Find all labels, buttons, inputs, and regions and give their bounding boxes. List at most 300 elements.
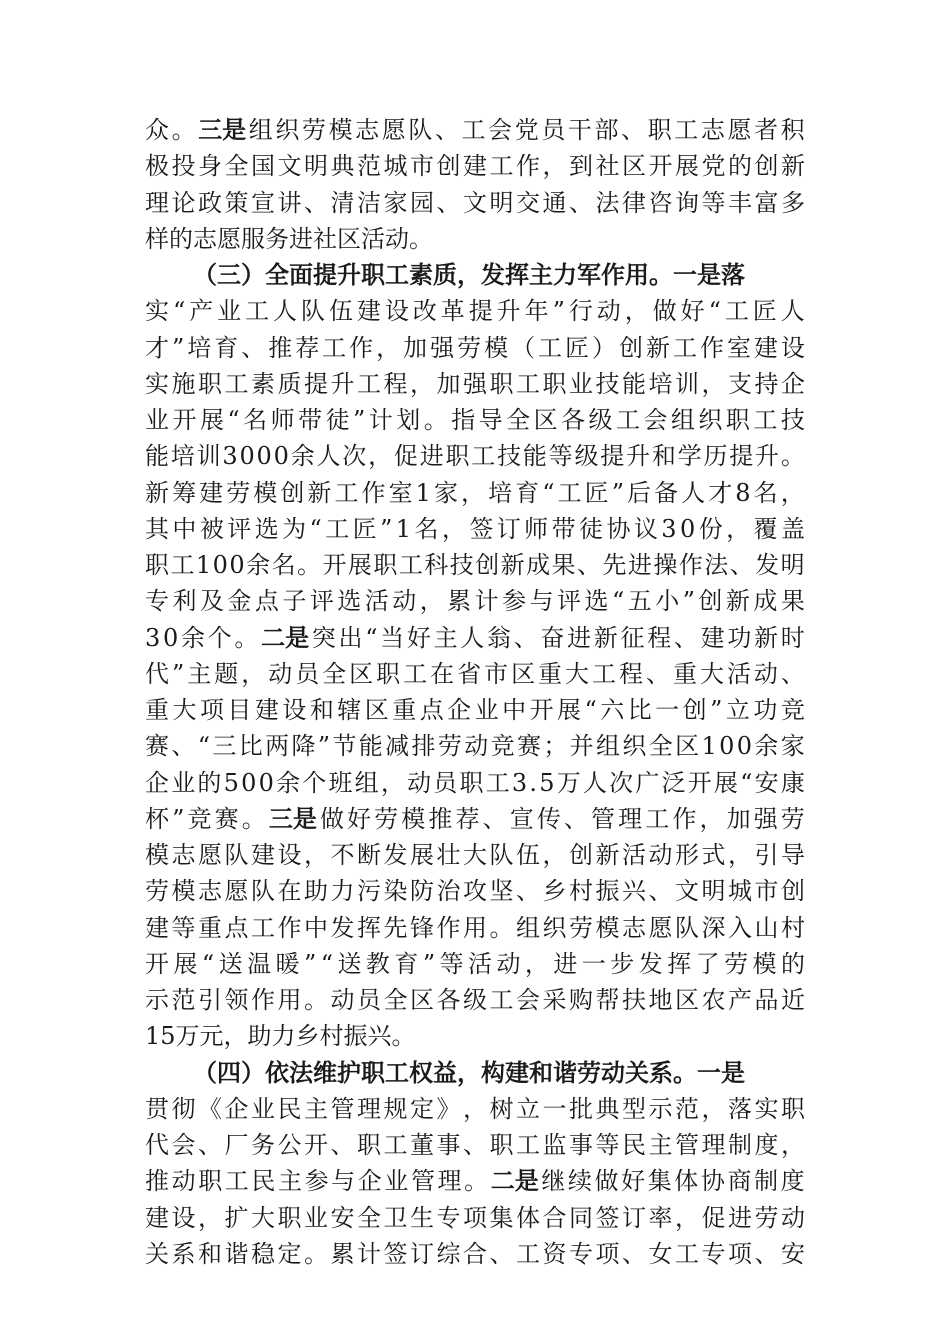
line-text: 设 — [171, 1203, 196, 1232]
line-text: 彻 — [171, 1094, 196, 1123]
line-text: 体 — [674, 1167, 699, 1196]
line-text: 、 — [648, 877, 673, 906]
line-text: 、 — [729, 551, 754, 579]
line-text: 业 — [251, 1094, 275, 1123]
line-text: 、 — [621, 116, 646, 144]
line-text: 与 — [331, 1167, 356, 1196]
line-text: 生 — [410, 1203, 434, 1232]
line-text: 、 — [569, 188, 593, 217]
line-text: 力 — [330, 877, 355, 906]
line-text: 作 — [361, 478, 386, 507]
line-text: ” — [304, 949, 317, 978]
text-line-9 — [145, 402, 805, 438]
line-text: 织 — [542, 913, 567, 942]
line-text: 展 — [713, 768, 738, 797]
line-text: 被 — [199, 514, 224, 543]
line-text: 推 — [145, 1167, 169, 1196]
line-text: 工 — [485, 768, 510, 797]
line-text: 选 — [337, 587, 362, 616]
line-text: 动 — [171, 1167, 196, 1196]
line-text: 新 — [593, 623, 618, 652]
line-text: 、 — [241, 333, 266, 362]
line-text: 好 — [406, 623, 431, 652]
line-text: 山 — [754, 913, 779, 942]
line-text: 余 — [246, 551, 271, 579]
line-text: 选 — [254, 514, 279, 543]
line-text: 干 — [567, 116, 592, 144]
line-text: 新 — [595, 841, 620, 869]
line-text: 匠 — [752, 297, 777, 326]
line-text: 、 — [754, 1239, 779, 1268]
line-text: 家 — [780, 732, 805, 761]
line-text: 宣 — [251, 188, 275, 217]
line-text: 工 — [489, 152, 514, 181]
line-text: 创 — [619, 333, 643, 362]
line-text: 范 — [171, 986, 196, 1014]
line-text: 度 — [780, 1167, 805, 1196]
text-line-10 — [145, 438, 805, 474]
line-text: 、 — [463, 1131, 487, 1159]
line-text: 典 — [330, 152, 355, 181]
line-text: 施 — [171, 369, 196, 398]
line-text: 筹 — [172, 478, 197, 507]
line-text: 富 — [754, 188, 779, 217]
line-text: 职 — [198, 369, 222, 398]
line-text: 。 — [464, 1167, 489, 1196]
line-text: 论 — [171, 188, 196, 217]
line-text: 建 — [463, 152, 487, 181]
line-text: 企 — [357, 1167, 382, 1196]
line-text: 。 — [234, 623, 259, 652]
line-text: 工 — [245, 297, 270, 326]
line-text: 志 — [198, 877, 222, 906]
line-text: 加 — [726, 804, 751, 833]
line-text: 形 — [675, 841, 699, 869]
line-text: 0 — [239, 442, 255, 471]
line-text: 提 — [729, 442, 754, 471]
line-text: 新 — [754, 623, 779, 652]
text-line-18 — [145, 728, 805, 764]
text-line-25 — [145, 982, 805, 1018]
line-text: 愿 — [727, 116, 752, 144]
line-text: ” — [171, 659, 185, 688]
line-text: 5 — [223, 768, 239, 797]
line-text: 集 — [647, 1167, 672, 1196]
line-text: 织 — [275, 116, 300, 144]
line-text: ， — [699, 804, 724, 833]
line-text: “ — [740, 768, 753, 797]
line-text: 工 — [516, 1239, 540, 1268]
line-text: 签 — [595, 1203, 620, 1232]
line-text: 建 — [753, 333, 778, 362]
line-text: 队 — [675, 913, 699, 942]
line-text: ， — [368, 442, 393, 471]
line-text: 资 — [542, 1239, 567, 1268]
line-text: 大 — [172, 696, 197, 724]
line-text: 职 — [542, 369, 567, 398]
line-text: 才 — [708, 478, 733, 507]
line-text: 交 — [516, 188, 540, 217]
line-text: 程 — [647, 623, 672, 652]
line-text: 减 — [385, 732, 410, 761]
line-text: 次 — [342, 442, 367, 471]
line-text: 议 — [633, 514, 658, 543]
line-text: 贯 — [145, 1094, 169, 1123]
line-text: 村 — [781, 913, 805, 942]
line-text: 队 — [224, 841, 249, 869]
line-text: 、 — [436, 188, 461, 217]
line-text: 赛 — [214, 804, 239, 833]
line-text: 洁 — [357, 188, 381, 217]
line-text: 功 — [727, 623, 752, 652]
line-text: 0 — [719, 732, 735, 761]
line-text: 重 — [145, 696, 169, 724]
line-text: 愿 — [198, 841, 222, 869]
line-text: 进 — [567, 623, 592, 652]
line-text: 累 — [447, 587, 472, 616]
line-text: 新 — [725, 587, 750, 616]
line-text: 提 — [600, 442, 625, 471]
line-text: 二是 — [490, 1167, 539, 1196]
line-text: 动 — [330, 986, 355, 1014]
line-text: 级 — [574, 442, 599, 471]
line-text: 队 — [489, 841, 514, 869]
line-text: 会 — [171, 1131, 196, 1159]
line-text: 专 — [701, 1239, 726, 1268]
line-text: 工 — [538, 333, 563, 362]
line-text: 员 — [295, 659, 320, 688]
line-text: 3 — [661, 514, 677, 543]
line-text: 》 — [436, 1094, 461, 1123]
line-text: 组 — [670, 406, 695, 434]
line-text: 用 — [463, 913, 487, 942]
line-text: 织 — [622, 732, 647, 761]
line-text: 全 — [506, 406, 531, 434]
line-text: 小 — [655, 587, 680, 616]
line-text: 事 — [436, 1131, 461, 1159]
line-text: 区 — [364, 696, 389, 724]
line-text: 。 — [297, 551, 322, 579]
line-text: 振 — [595, 877, 620, 906]
line-text: 、 — [330, 1131, 355, 1159]
line-text: 管 — [591, 804, 616, 833]
text-line-16 — [145, 656, 805, 692]
line-text: 组 — [354, 768, 379, 797]
line-text: 工 — [357, 369, 381, 398]
line-text: 继 — [541, 1167, 566, 1196]
line-text: 并 — [569, 732, 594, 761]
line-text: 合 — [542, 1203, 567, 1232]
line-text: 动 — [753, 659, 778, 688]
line-text: 省 — [457, 659, 482, 688]
line-text: ， — [726, 514, 751, 543]
line-text: 法 — [704, 551, 729, 579]
line-text: 扩 — [224, 1203, 249, 1232]
line-text: 。 — [780, 442, 805, 471]
line-text: 引 — [198, 986, 222, 1014]
line-text: 模 — [145, 841, 169, 869]
line-text: 工 — [471, 442, 496, 471]
line-text: 升 — [330, 369, 355, 398]
line-text: 攻 — [463, 877, 487, 906]
line-text: 极 — [145, 152, 169, 181]
line-text: 先 — [602, 551, 627, 579]
line-text: 志 — [355, 116, 380, 144]
line-text: 展 — [173, 949, 198, 978]
line-text: 后 — [627, 478, 652, 507]
line-text: 匠 — [584, 478, 609, 507]
line-text: 政 — [198, 188, 222, 217]
line-text: ， — [701, 1094, 726, 1123]
line-text: 立 — [516, 1094, 540, 1123]
line-text: 创 — [698, 587, 723, 616]
line-text: 用 — [277, 986, 302, 1014]
line-text: 步 — [610, 949, 635, 978]
line-text: 咨 — [648, 188, 673, 217]
line-text: 民 — [251, 1167, 276, 1196]
line-text: 能 — [622, 369, 646, 398]
line-text: 育 — [394, 949, 419, 978]
line-text: 员 — [433, 768, 458, 797]
line-text: 产 — [189, 297, 214, 326]
line-text: “ — [172, 297, 186, 326]
line-text: 劳 — [301, 116, 326, 144]
line-text: 开 — [648, 152, 673, 181]
line-text: 送 — [337, 949, 362, 978]
line-text: 发 — [330, 913, 355, 942]
line-text: 询 — [675, 188, 699, 217]
line-text: 培 — [187, 333, 212, 362]
line-text: 果 — [551, 551, 576, 579]
section-heading-3 — [145, 257, 805, 293]
text-line-23 — [145, 910, 805, 946]
line-text: 挥 — [667, 949, 692, 978]
line-text: 品 — [754, 986, 779, 1014]
line-text: 工 — [224, 369, 249, 398]
line-text: 明 — [701, 877, 726, 906]
line-text: 0 — [258, 768, 274, 797]
line-text: 温 — [247, 949, 272, 978]
line-text: 文 — [675, 877, 699, 906]
line-text: 企 — [447, 696, 472, 724]
line-text: 伍 — [516, 841, 540, 869]
line-text: 不 — [330, 841, 355, 869]
line-text: 作 — [678, 551, 703, 579]
line-text: 职 — [357, 1131, 381, 1159]
line-text: 促 — [393, 442, 418, 471]
line-text: 计 — [357, 1239, 381, 1268]
line-text: 模 — [484, 333, 509, 362]
line-text: 0 — [162, 623, 179, 652]
text-line-4 — [145, 221, 805, 257]
text-line-7 — [145, 330, 805, 366]
line-text: 做 — [652, 297, 677, 326]
line-text: 翁 — [486, 623, 511, 652]
line-text: 点 — [419, 696, 444, 724]
line-text: 安 — [781, 1239, 805, 1268]
line-text: 技 — [780, 406, 805, 434]
line-text: 清 — [330, 188, 355, 217]
line-text: 果 — [780, 587, 805, 616]
line-text: 民 — [622, 1131, 646, 1159]
line-text: 动 — [648, 841, 673, 869]
line-text: 提 — [304, 369, 328, 398]
line-text: 工 — [383, 1131, 408, 1159]
line-text: 子 — [282, 587, 307, 616]
line-text: 人 — [460, 623, 485, 652]
line-text: 大 — [463, 841, 487, 869]
line-text: 份 — [698, 514, 723, 543]
line-text: 企 — [145, 768, 169, 797]
line-text: 开 — [172, 406, 197, 434]
line-text: 《 — [198, 1094, 222, 1123]
line-text: 领 — [224, 986, 249, 1014]
line-text: 工 — [516, 369, 540, 398]
line-text: 管 — [675, 1131, 699, 1159]
line-text: ） — [592, 333, 617, 362]
line-text: 计 — [474, 587, 499, 616]
line-text: 作 — [436, 913, 461, 942]
line-text: 在 — [430, 659, 455, 688]
line-text: ” — [422, 949, 436, 978]
line-text: 型 — [622, 1094, 646, 1123]
line-text: 盖 — [780, 514, 805, 543]
line-text: 奋 — [540, 623, 565, 652]
line-text: 劳 — [374, 804, 399, 833]
line-text: 好 — [680, 297, 705, 326]
line-text: 代 — [145, 659, 169, 688]
line-text: 全 — [648, 732, 673, 761]
line-text: 工 — [251, 913, 275, 942]
line-text: 建 — [145, 913, 169, 942]
line-text: 工 — [461, 116, 486, 144]
line-text: 会 — [516, 986, 540, 1014]
line-text: 员 — [357, 986, 381, 1014]
line-text: 模 — [752, 949, 777, 978]
line-text: 建 — [254, 696, 279, 724]
line-text: 项 — [199, 696, 224, 724]
line-text: 工 — [616, 406, 640, 434]
line-text: 业 — [171, 768, 196, 797]
line-text: 女 — [648, 1239, 673, 1268]
line-text: ” — [380, 514, 393, 543]
text-line-2 — [145, 148, 805, 184]
line-text: 安 — [754, 768, 779, 797]
line-text: 助 — [304, 877, 328, 906]
line-text: 职 — [445, 442, 470, 471]
line-text: 、 — [434, 116, 459, 144]
line-text: 理 — [701, 1131, 726, 1159]
line-text: . — [529, 768, 538, 797]
line-text: 建 — [700, 623, 725, 652]
line-text: 城 — [728, 877, 752, 906]
text-line-17 — [145, 692, 805, 728]
line-text: 做 — [319, 804, 344, 833]
line-text: 支 — [728, 369, 752, 398]
line-text: 市 — [484, 659, 509, 688]
line-text: 动 — [407, 768, 432, 797]
line-text: 稳 — [251, 1239, 275, 1268]
line-text: 二是 — [261, 623, 310, 652]
line-text: “ — [365, 623, 378, 652]
line-text: 区 — [349, 659, 374, 688]
line-text: 一 — [542, 1094, 567, 1123]
text-line-6 — [145, 293, 805, 329]
line-text: 工 — [224, 1167, 249, 1196]
line-text: 等 — [171, 913, 196, 942]
line-text: 重 — [198, 913, 222, 942]
line-text: 工 — [675, 1239, 699, 1268]
line-text: 典 — [595, 1094, 620, 1123]
line-text: 重 — [672, 659, 697, 688]
line-text: 区 — [675, 732, 700, 761]
line-text: 乡 — [542, 877, 567, 906]
line-text: 工 — [753, 406, 778, 434]
line-text: 了 — [695, 949, 720, 978]
line-text: 园 — [410, 188, 434, 217]
line-text: 劳 — [780, 804, 805, 833]
text-line-3 — [145, 185, 805, 221]
line-text: 样的志愿服务进社区活动。 — [145, 224, 433, 253]
line-text: 技 — [449, 551, 474, 579]
line-text: 伍 — [328, 297, 353, 326]
line-text: 通 — [542, 188, 567, 217]
line-text: 立 — [725, 696, 750, 724]
line-text: 卫 — [383, 1203, 408, 1232]
line-text: 人 — [582, 768, 607, 797]
line-text: 全 — [322, 659, 347, 688]
line-text: 区 — [533, 406, 558, 434]
line-text: 帮 — [595, 986, 620, 1014]
line-text: 1 — [195, 551, 212, 579]
line-text: 董 — [410, 1131, 434, 1159]
line-text: 等 — [595, 1131, 620, 1159]
text-line-19 — [145, 765, 805, 801]
line-text: 推 — [268, 333, 293, 362]
line-text: 五 — [627, 587, 652, 616]
line-text: ， — [419, 587, 444, 616]
line-text: 新 — [145, 478, 169, 507]
line-text: 多 — [781, 188, 805, 217]
line-text: ， — [461, 478, 486, 507]
line-text: 体 — [516, 1203, 540, 1232]
line-text: 各 — [436, 986, 461, 1014]
line-text: 家 — [383, 188, 408, 217]
line-text: 业 — [474, 696, 499, 724]
line-text: 国 — [251, 152, 275, 181]
line-text: 范 — [675, 1094, 699, 1123]
line-text: 动 — [781, 1203, 805, 1232]
line-text: ” — [611, 478, 624, 507]
line-text: 各 — [561, 406, 586, 434]
line-text: 订 — [622, 1203, 646, 1232]
line-text: 示 — [648, 1094, 673, 1123]
line-text: 培 — [170, 442, 195, 471]
line-text: 工 — [557, 478, 582, 507]
line-text: 当 — [380, 623, 405, 652]
text-line-13 — [145, 547, 805, 583]
line-text: “ — [197, 732, 210, 761]
line-text: 人 — [273, 297, 298, 326]
line-text: 企 — [781, 369, 805, 398]
line-text: 主 — [304, 1094, 328, 1123]
line-text: ， — [198, 1203, 222, 1232]
line-text: 行 — [568, 297, 593, 326]
line-text: 劳 — [457, 333, 482, 362]
line-text: 覆 — [753, 514, 778, 543]
line-text: 法 — [595, 188, 620, 217]
line-text: 。 — [304, 986, 328, 1014]
